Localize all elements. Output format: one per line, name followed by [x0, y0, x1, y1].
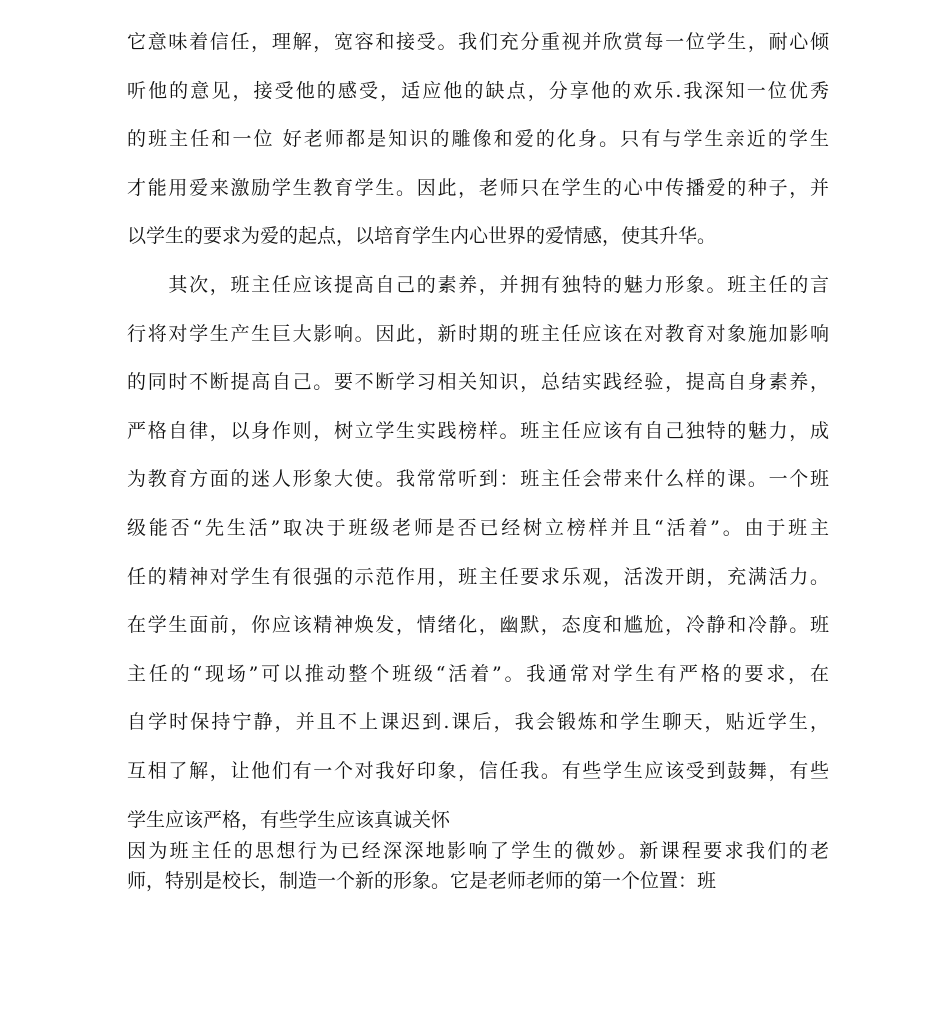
- text-line: 以学生的要求为爱的起点，以培育学生内心世界的爱情感，使其升华。: [127, 225, 717, 248]
- text-line: 学生应该严格，有些学生应该真诚关怀: [127, 808, 451, 831]
- text-line: 师，特别是校长，制造一个新的形象。它是老师老师的第一个位置：班: [127, 870, 717, 892]
- text-line: 主任的“现场”可以推动整个班级“活着”。我通常对学生有严格的要求，在: [127, 662, 829, 685]
- text-line: 才能用爱来激励学生教育学生。因此，老师只在学生的心中传播爱的种子，并: [127, 176, 829, 199]
- text-line: 其次，班主任应该提高自己的素养，并拥有独特的魅力形象。班主任的言: [127, 273, 829, 296]
- tail-paragraph: [127, 836, 829, 896]
- text-line: 任的精神对学生有很强的示范作用，班主任要求乐观，活泼开朗，充满活力。: [127, 565, 829, 588]
- text-line: 它意味着信任，理解，宽容和接受。我们充分重视并欣赏每一位学生，耐心倾: [127, 31, 829, 53]
- text-line: 的同时不断提高自己。要不断学习相关知识，总结实践经验，提高自身素养，: [127, 371, 829, 394]
- text-line: 为教育方面的迷人形象大使。我常常听到：班主任会带来什么样的课。一个班: [127, 468, 829, 491]
- text-line: 听他的意见，接受他的感受，适应他的缺点，分享他的欢乐.我深知一位优秀: [127, 79, 829, 102]
- text-line: 互相了解，让他们有一个对我好印象，信任我。有些学生应该受到鼓舞，有些: [127, 759, 829, 782]
- text-line: 因为班主任的思想行为已经深深地影响了学生的微妙。新课程要求我们的老: [127, 840, 829, 862]
- main-paragraphs: [127, 24, 829, 850]
- text-line: 的班主任和一位 好老师都是知识的雕像和爱的化身。只有与学生亲近的学生: [127, 128, 829, 151]
- text-line: 严格自律，以身作则，树立学生实践榜样。班主任应该有自己独特的魅力，成: [127, 419, 829, 442]
- text-line: 在学生面前，你应该精神焕发，情绪化，幽默，态度和尴尬，冷静和冷静。班: [127, 614, 829, 637]
- text-line: 行将对学生产生巨大影响。因此，新时期的班主任应该在对教育对象施加影响: [127, 322, 829, 345]
- text-line: 自学时保持宁静，并且不上课迟到.课后，我会锻炼和学生聊天，贴近学生，: [127, 711, 829, 734]
- text-line: 级能否“先生活”取决于班级老师是否已经树立榜样并且“活着”。由于班主: [127, 516, 829, 539]
